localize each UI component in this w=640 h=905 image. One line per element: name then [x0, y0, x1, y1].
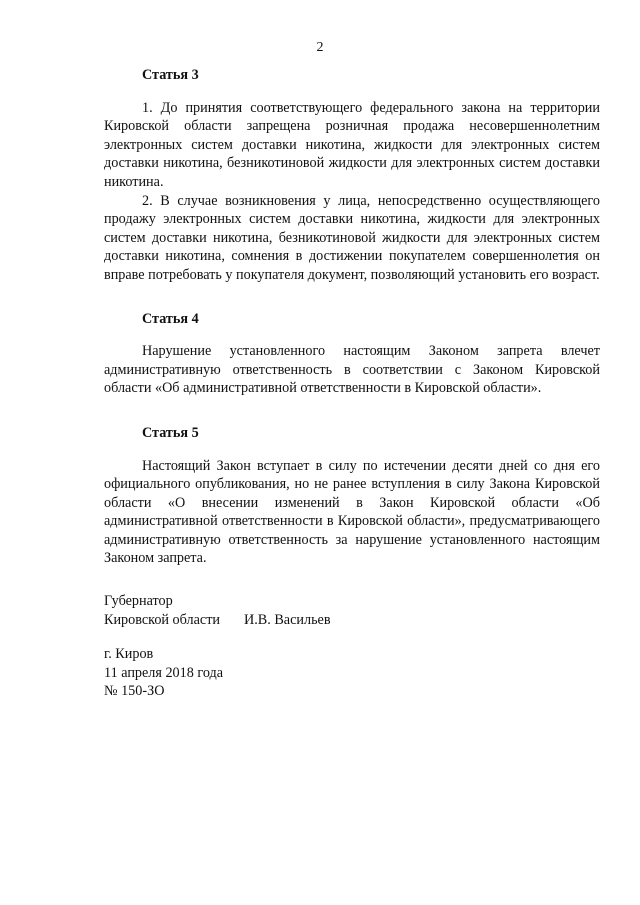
article-5-paragraph-1: Настоящий Закон вступает в силу по истечении десяти дней со дня его официального опубликования, но не ранее вступления в силу Закона Кировской области «О внесении изменений в Закон Кировской области «Об административной ответственности в Кировской области», предусматривающего административную ответственность за нарушение установленного настоящим Законом запрета.	[104, 457, 600, 567]
article-3-paragraph-2: 2. В случае возникновения у лица, непосредственно осуществляющего продажу электронных систем доставки никотина, жидкости для электронных систем доставки никотина, безникотиновой жидкости для электронных систем доставки никотина, сомнения в достижении покупателем совершеннолетия он вправе потребовать у покупателя документ, позволяющий установить его возраст.	[104, 192, 600, 283]
article-4-heading: Статья 4	[142, 310, 199, 327]
signature-title-line-1: Губернатор	[104, 593, 173, 609]
signature-title-line-2: Кировской области	[104, 611, 220, 628]
date: 11 апреля 2018 года	[104, 664, 224, 681]
article-3-heading: Статья 3	[142, 67, 199, 83]
signature-block	[104, 592, 331, 629]
article-4-paragraph-1: Нарушение установленного настоящим Законом запрета влечет административную ответственность в соответствии с Законом Кировской области «Об административной ответственности в Кировской области».	[104, 343, 600, 397]
place-date-block	[104, 645, 223, 701]
signature-row	[104, 611, 331, 630]
city: г. Киров	[104, 646, 154, 662]
signatory-name: И.В. Васильев	[244, 611, 331, 628]
article-3-paragraph-1: 1. До принятия соответствующего федерального закона на территории Кировской области запрещена розничная продажа несовершеннолетним электронных систем доставки никотина, жидкости для электронных систем доставки никотина, безникотиновой жидкости для электронных систем доставки никотина.	[104, 99, 600, 190]
page-number: 2	[316, 40, 324, 55]
law-number: № 150-ЗО	[104, 683, 165, 700]
document-body	[104, 66, 600, 568]
article-5-heading: Статья 5	[142, 424, 199, 441]
